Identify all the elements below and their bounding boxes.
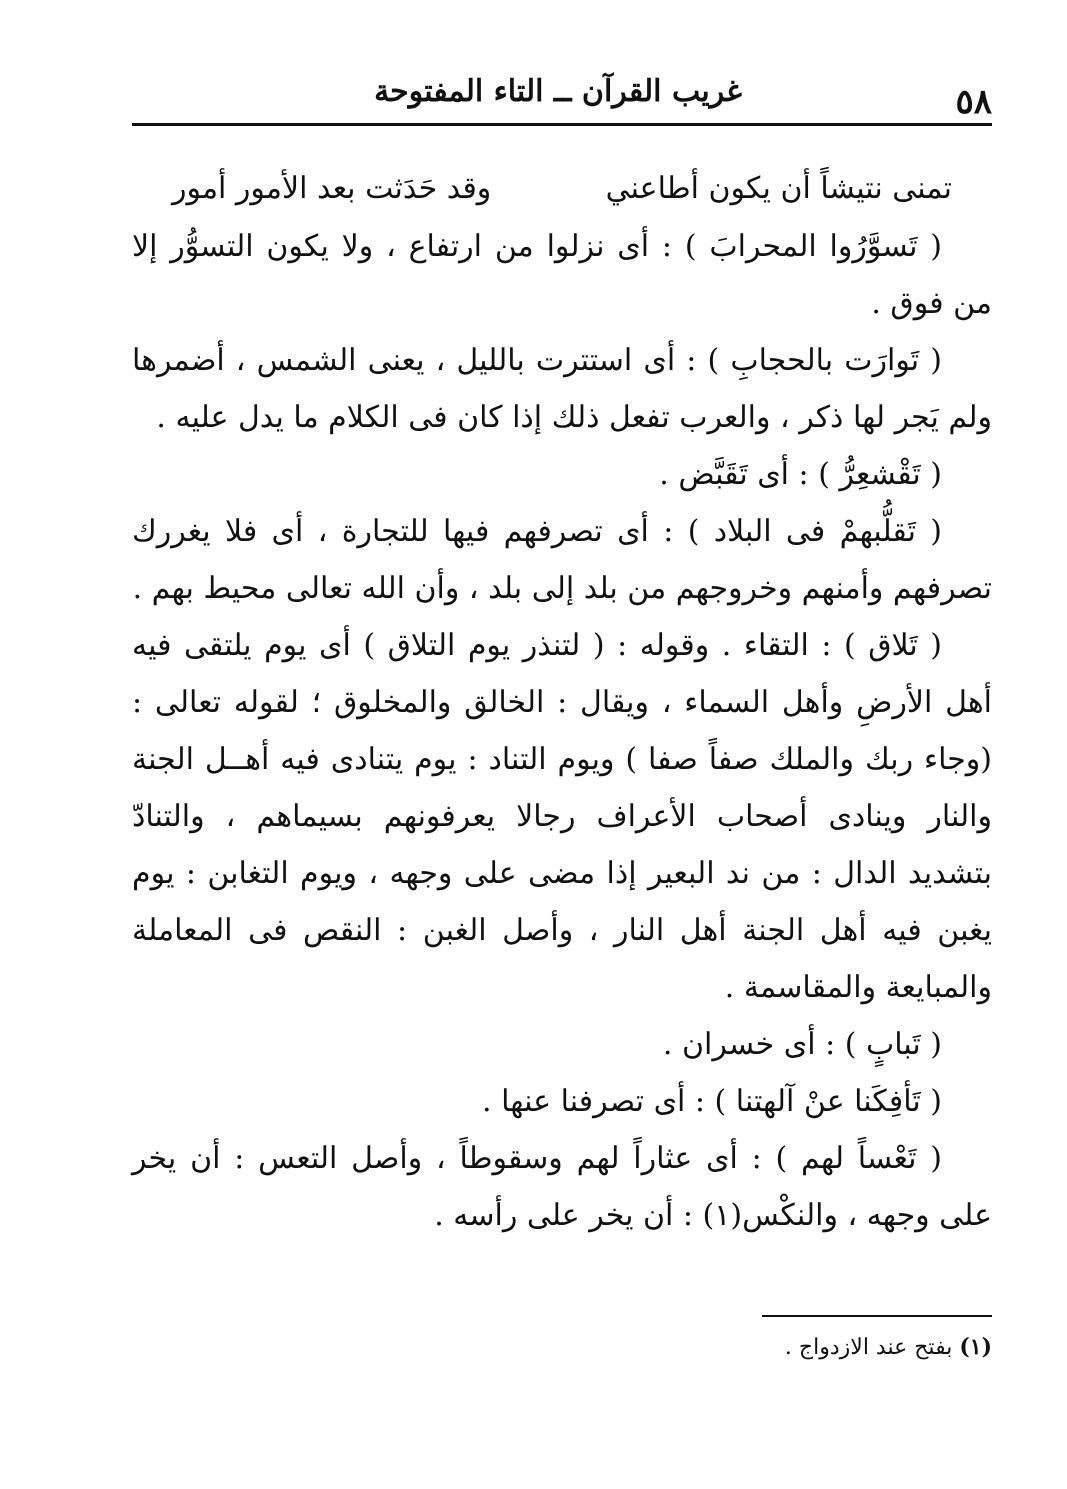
entry-tafikana: ( تَأفِكَنا عنْ آلهتنا ) : أى تصرفنا عنها . <box>482 1084 942 1119</box>
footnote-marker: (١) <box>959 1334 992 1360</box>
entry-taqallubuhum: ( تَقلُّبهمْ فى البلاد ) : أى تصرفهم فيها للتجارة ، أى فلا يغررك تصرفهم وأمنهم وخروجهم من بلد إلى بلد ، وأن الله تعالى محيط بهم . <box>132 514 992 606</box>
verse-hemistich-right: تمنى نتيشاً أن يكون أطاعني <box>605 171 952 206</box>
footnote-text: بفتح عند الازدواج . <box>784 1335 953 1360</box>
page-number: ٥٨ <box>955 82 992 122</box>
footnote-rule <box>762 1315 992 1317</box>
entry-tawarat: ( تَوارَت بالحجابِ ) : أى استترت بالليل ، يعنى الشمس ، أضمرها ولم يَجر لها ذكر ، والعرب تفعل ذلك إذا كان فى الكلام ما يدل عليه . <box>132 343 992 435</box>
page-body <box>132 160 992 1244</box>
entry-tasan: ( تَعْساً لهم ) : أى عثاراً لهم وسقوطاً ، وأصل التعس : أن يخر على وجهه ، والنكْس(١) : أن يخر على رأسه . <box>132 1141 992 1233</box>
entry-taqshairru: ( تَقْشعِرُّ ) : أى تَقَبَّض . <box>659 457 942 492</box>
entry-talaq: ( تَلاق ) : التقاء . وقوله : ( لتنذر يوم التلاق ) أى يوم يلتقى فيه أهل الأرضِ وأهل السماء ، ويقال : الخالق والمخلوق ؛ لقوله تعالى : (وجاء ربك والملك صفاً صفا ) ويوم التناد : يوم يتنادى فيه أهــل الجنة والنار وينادى أصحاب الأعراف رجالا يعرفونهم بسيماهم ، والتنادّ بتشديد الدال : من ند البعير إذا مضى على وجهه ، ويوم التغابن : يوم يغبن فيه أهل الجنة أهل النار ، وأصل الغبن : النقص فى المعاملة والمبايعة والمقاسمة . <box>132 628 992 1005</box>
entry-tabab: ( تَبابٍ ) : أى خسران . <box>662 1027 942 1062</box>
footnote <box>785 1334 992 1360</box>
header-rule <box>132 123 992 126</box>
page-header <box>132 60 992 126</box>
running-title: غريب القرآن ــ التاء المفتوحة <box>374 74 742 109</box>
entry-tasawwaru: ( تَسوَّرُوا المحرابَ ) : أى نزلوا من ارتفاع ، ولا يكون التسوُّر إلا من فوق . <box>132 229 992 321</box>
verse-hemistich-left: وقد حَدَثت بعد الأمور أمور <box>172 171 492 206</box>
poetry-verse <box>132 160 992 218</box>
